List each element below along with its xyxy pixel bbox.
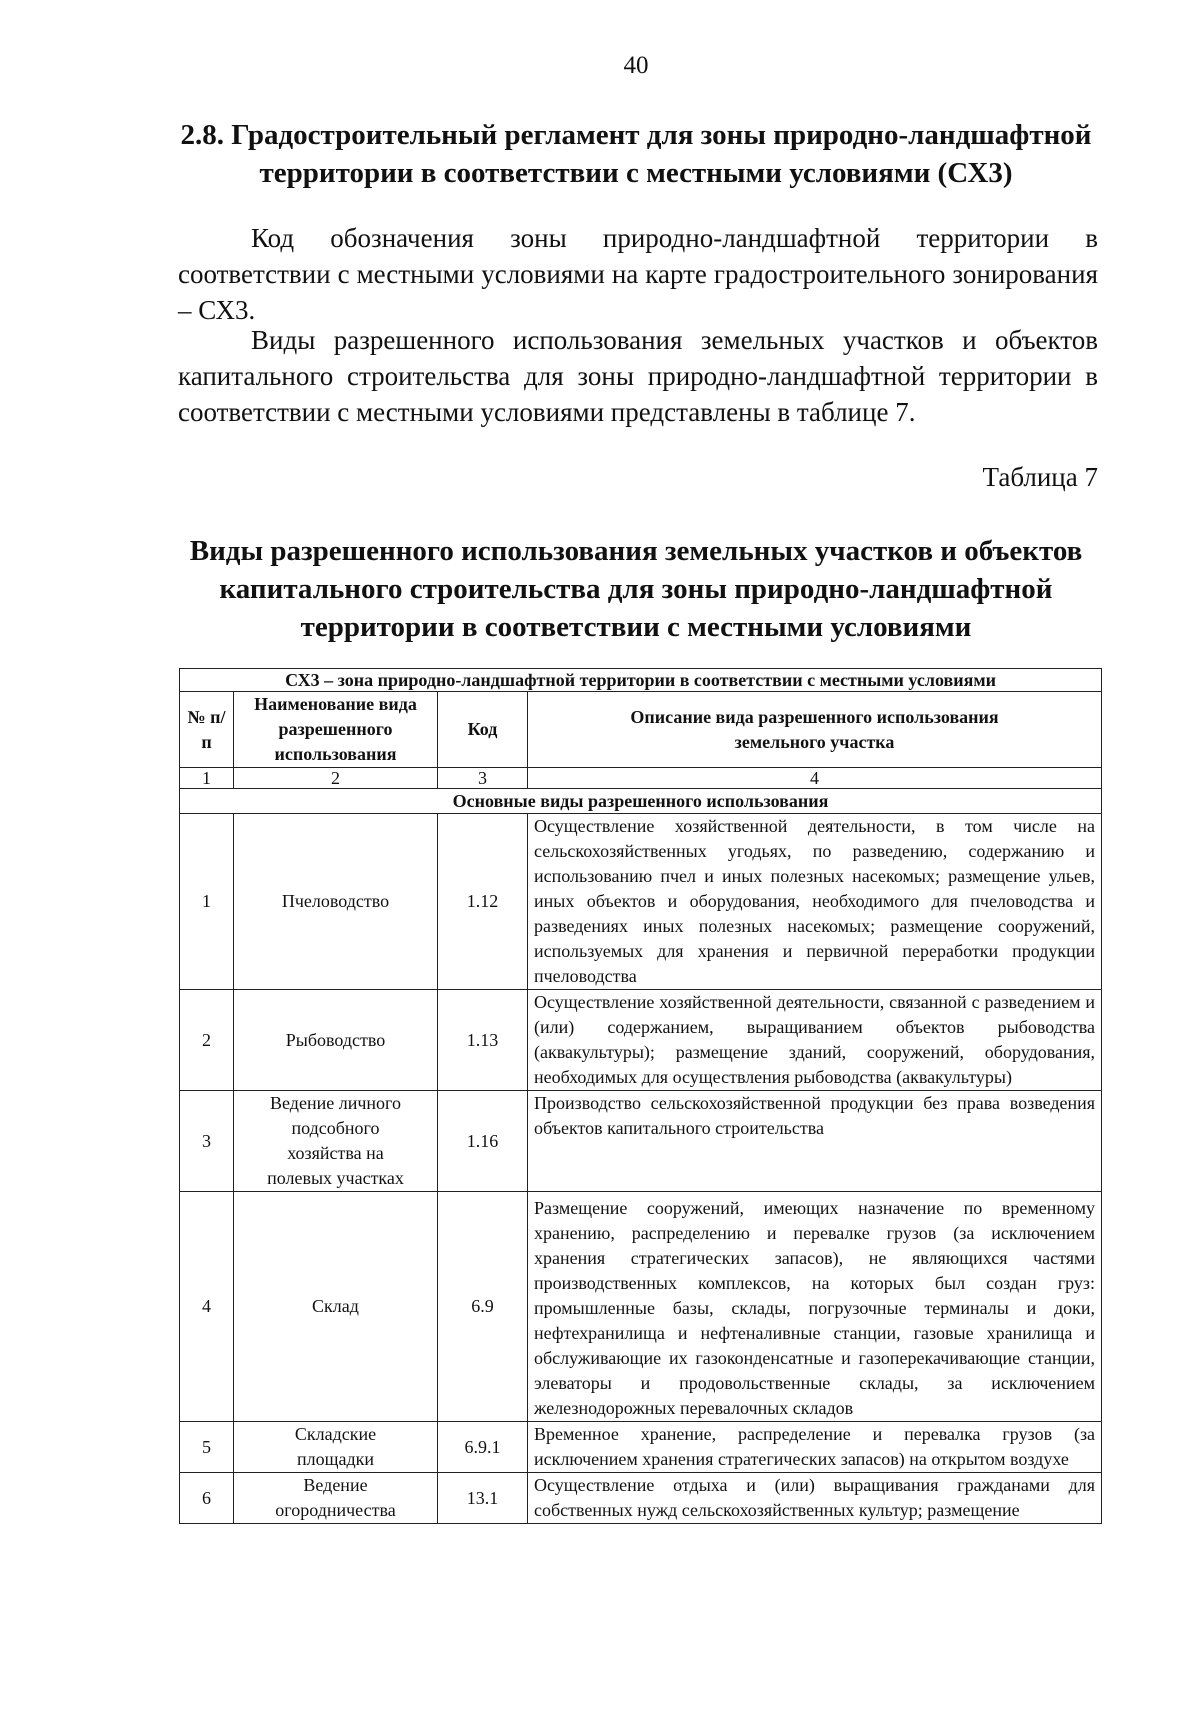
section-title-line-2: территории в соответствии с местными условиями (СХ3) (259, 157, 1013, 189)
table-title-line-2: капитального строительства для зоны природно-ландшафтной (219, 573, 1053, 605)
row-description: Производство сельскохозяйственной продукции без права возведения объектов капитального строительства (528, 1091, 1102, 1192)
table-header-row (180, 692, 1102, 768)
row-name: Склад (234, 1192, 438, 1422)
row-code: 13.1 (438, 1473, 528, 1524)
group-header-row (180, 789, 1102, 814)
group-header: Основные виды разрешенного использования (180, 789, 1102, 814)
column-number: 4 (528, 768, 1102, 789)
usage-table (179, 668, 1102, 1524)
row-name: Пчеловодство (234, 814, 438, 990)
row-code: 6.9 (438, 1192, 528, 1422)
page-number: 40 (623, 52, 649, 79)
row-name: Складские площадки (234, 1422, 438, 1473)
row-name: Ведение огородничества (234, 1473, 438, 1524)
table-row (180, 990, 1102, 1091)
row-name: Ведение личного подсобного хозяйства на полевых участках (234, 1091, 438, 1192)
table-row (180, 1422, 1102, 1473)
paragraph-usage-types: Виды разрешенного использования земельных участков и объектов капитального строительства для зоны природно-ландшафтной территории в соответствии с местными условиями представлены в таблице 7. (178, 325, 1098, 427)
row-description: Временное хранение, распределение и перевалка грузов (за исключением хранения стратегических запасов) на открытом воздухе (528, 1422, 1102, 1473)
row-num: 2 (180, 990, 234, 1091)
row-num: 6 (180, 1473, 234, 1524)
column-number: 2 (234, 768, 438, 789)
row-description: Осуществление хозяйственной деятельности, связанной с разведением и (или) содержанием, выращиванием объектов рыбоводства (аквакультуры); размещение зданий, сооружений, оборудования, необходимых для осуществления рыбоводства (аквакультуры) (528, 990, 1102, 1091)
row-description: Размещение сооружений, имеющих назначение по временному хранению, распределению и перевалке грузов (за исключением хранения стратегических запасов), не являющихся частями производственных комплексов, на которых был создан груз: промышленные базы, склады, погрузочные терминалы и доки, нефтехранилища и нефтеналивные станции, газовые хранилища и обслуживающие их газоконденсатные и газоперекачивающие станции, элеваторы и продовольственные склады, за исключением железнодорожных перевалочных складов (528, 1192, 1102, 1422)
table-row (180, 1091, 1102, 1192)
row-name: Рыбоводство (234, 990, 438, 1091)
row-code: 6.9.1 (438, 1422, 528, 1473)
row-num: 3 (180, 1091, 234, 1192)
table-title-line-1: Виды разрешенного использования земельных участков и объектов (189, 535, 1083, 567)
row-description: Осуществление хозяйственной деятельности, в том числе на сельскохозяйственных угодьях, по разведению, содержанию и использованию пчел и иных полезных насекомых; размещение ульев, иных объектов и оборудования, необходимого для пчеловодства и разведениях иных полезных насекомых; размещение сооружений, используемых для хранения и первичной переработки продукции пчеловодства (528, 814, 1102, 990)
column-number: 1 (180, 768, 234, 789)
table-title-line-3: территории в соответствии с местными условиями (300, 611, 972, 643)
row-description: Осуществление отдыха и (или) выращивания гражданами для собственных нужд сельскохозяйственных культур; размещение (528, 1473, 1102, 1524)
row-code: 1.12 (438, 814, 528, 990)
table-row (180, 814, 1102, 990)
row-num: 4 (180, 1192, 234, 1422)
table-title (150, 532, 1122, 646)
section-title (150, 116, 1122, 192)
column-number: 3 (438, 768, 528, 789)
row-code: 1.16 (438, 1091, 528, 1192)
column-numbers-row (180, 768, 1102, 789)
column-header-name: Наименование вида разрешенного использования (234, 692, 438, 768)
table-zone-header-row (180, 669, 1102, 692)
table-row (180, 1473, 1102, 1524)
column-header-code: Код (438, 692, 528, 768)
paragraph-zone-code: Код обозначения зоны природно-ландшафтной территории в соответствии с местными условиями на карте градостроительного зонирования – СХ3. (178, 223, 1098, 325)
row-num: 5 (180, 1422, 234, 1473)
table-label: Таблица 7 (982, 462, 1098, 492)
row-num: 1 (180, 814, 234, 990)
column-header-num: № п/п (180, 692, 234, 768)
column-header-description: Описание вида разрешенного использования земельного участка (528, 692, 1102, 768)
table-row (180, 1192, 1102, 1422)
zone-header: СХ3 – зона природно-ландшафтной территории в соответствии с местными условиями (180, 669, 1102, 692)
row-code: 1.13 (438, 990, 528, 1091)
section-title-line-1: 2.8. Градостроительный регламент для зоны природно-ландшафтной (180, 119, 1092, 151)
